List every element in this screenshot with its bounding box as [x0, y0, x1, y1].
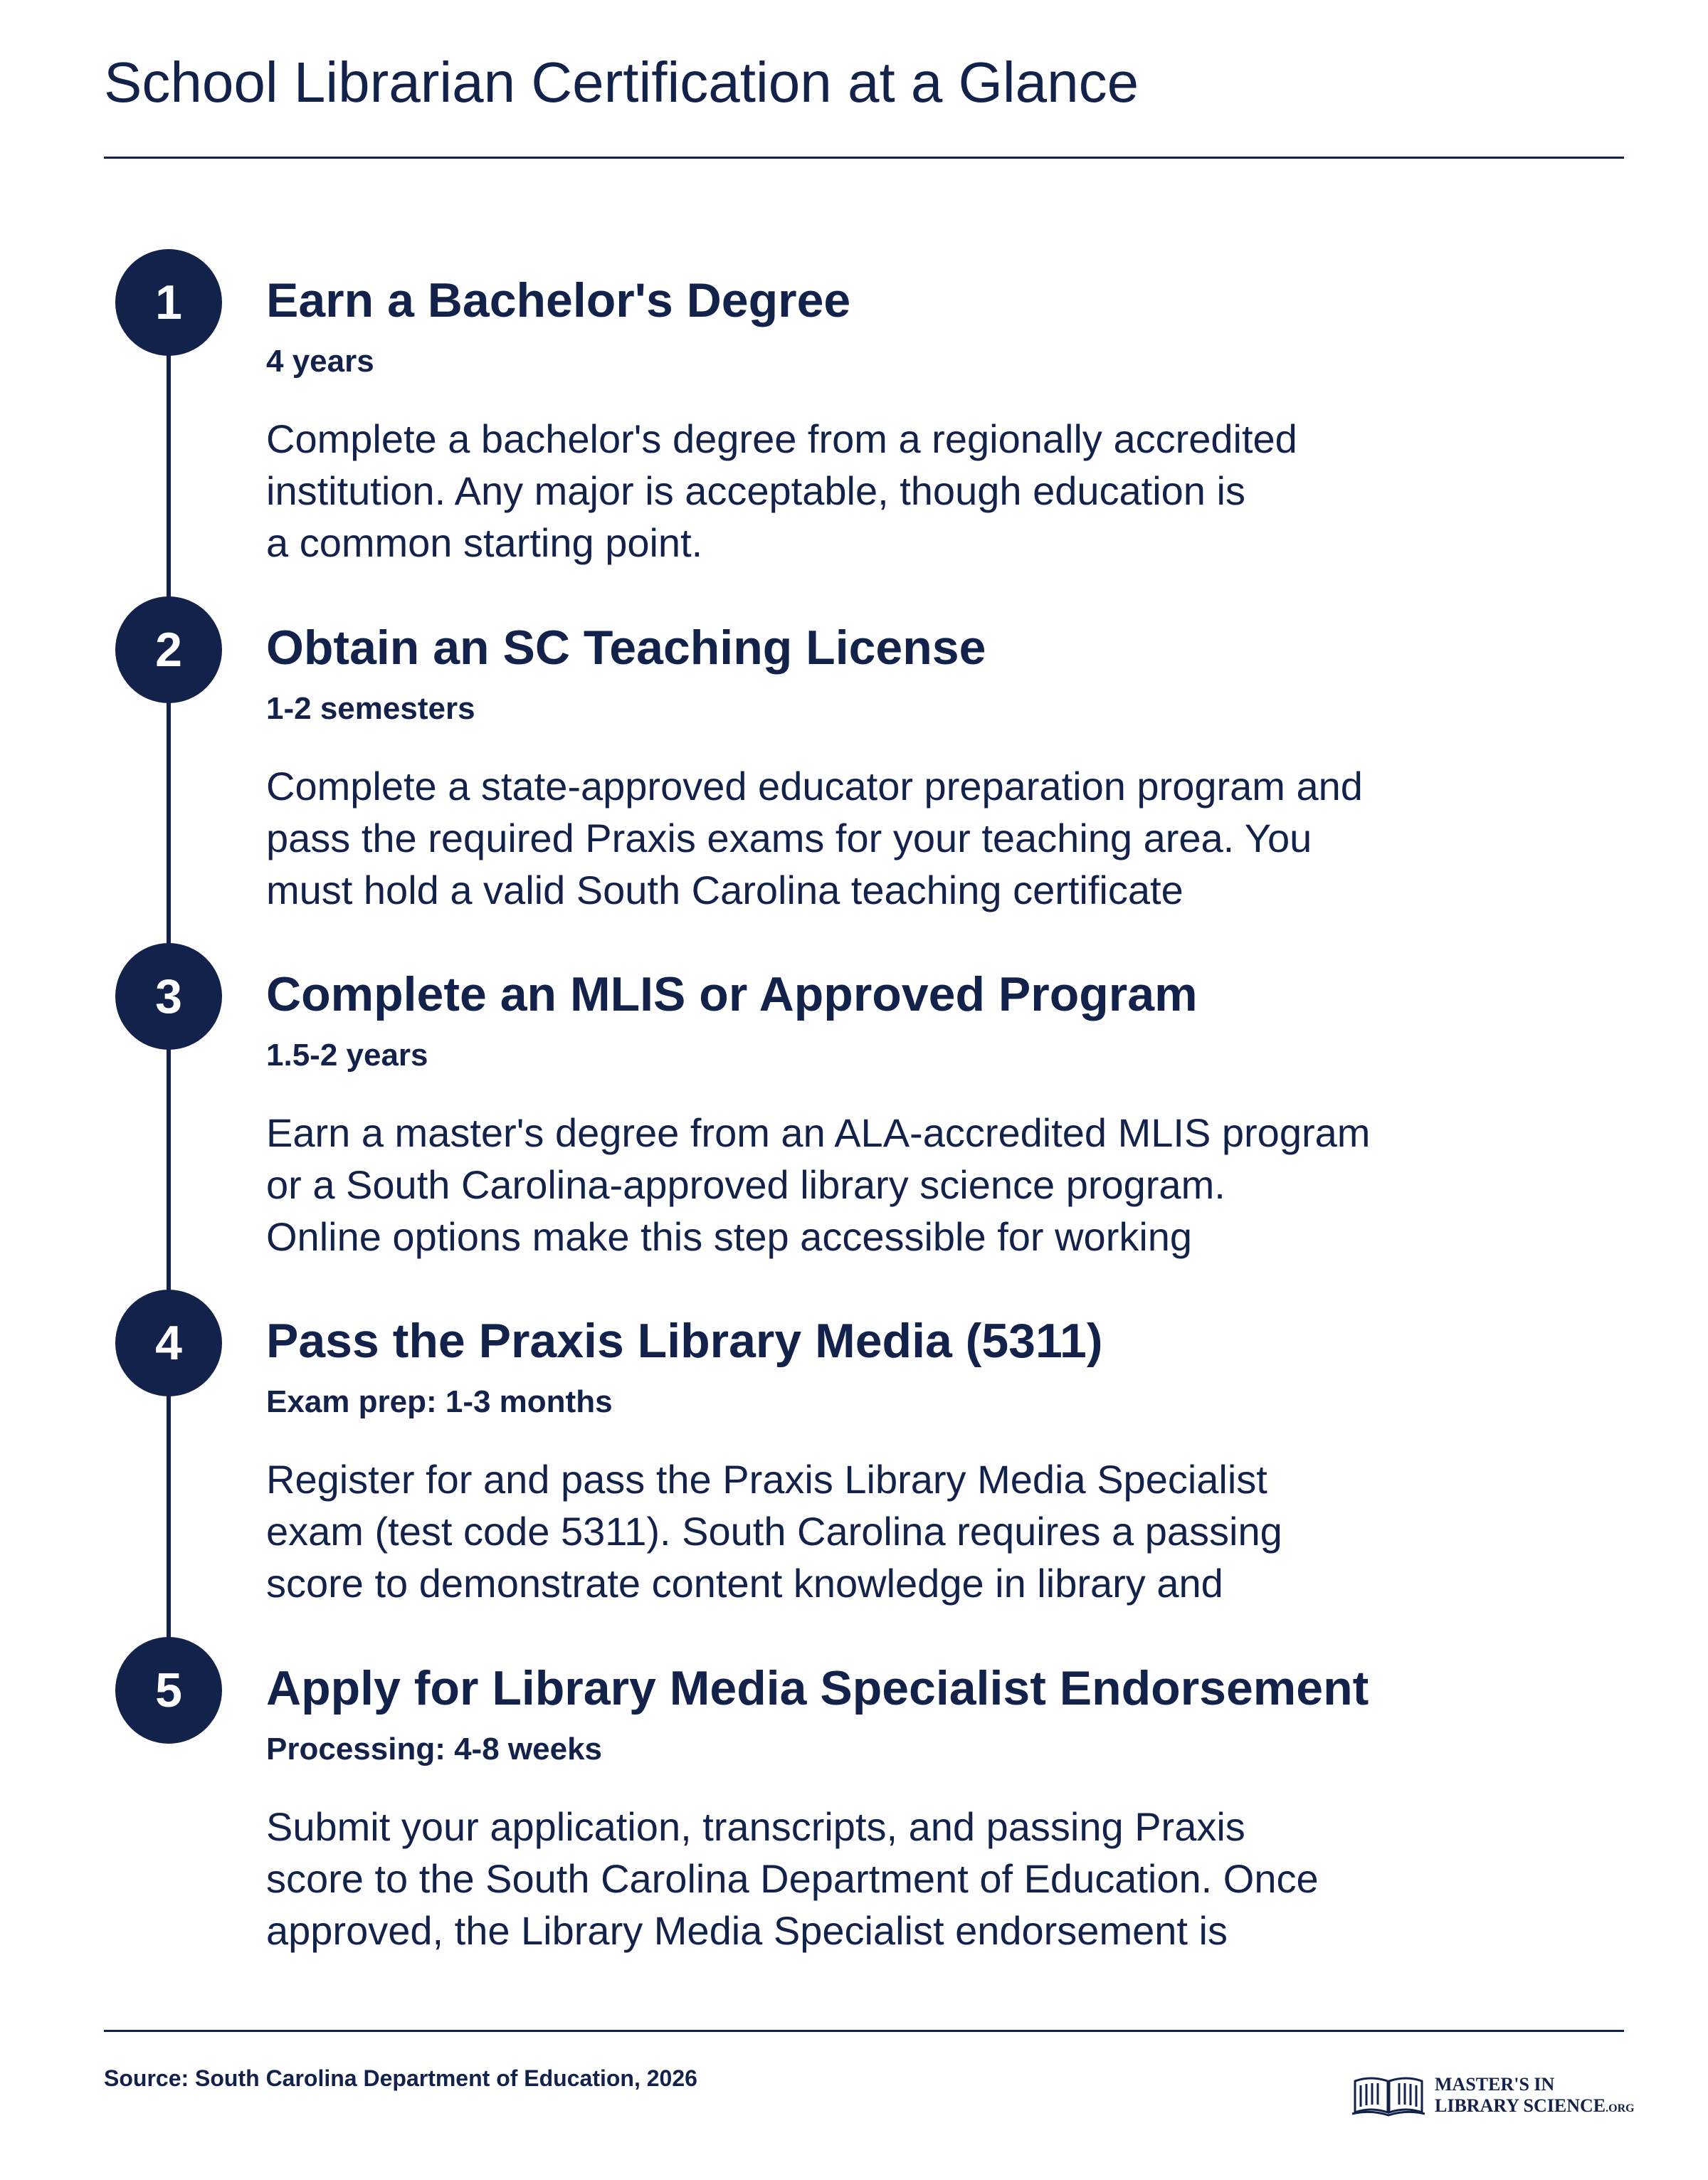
step-number-badge: 4: [115, 1290, 222, 1396]
page-title: School Librarian Certification at a Glance: [104, 51, 1139, 114]
description-line: Complete a state-approved educator preparation program and: [266, 764, 1363, 809]
footer-divider: [104, 2030, 1624, 2032]
open-book-icon: [1349, 2070, 1428, 2120]
source-citation: Source: South Carolina Department of Education, 2026: [104, 2065, 697, 2091]
step-title: Complete an MLIS or Approved Program: [266, 967, 1198, 1021]
description-line: Earn a master's degree from an ALA-accredited MLIS program: [266, 1110, 1371, 1155]
step-description: [266, 413, 1476, 569]
description-line: Complete a bachelor's degree from a regionally accredited: [266, 416, 1297, 461]
step-duration: Exam prep: 1-3 months: [266, 1384, 613, 1419]
description-line: pass the required Praxis exams for your teaching area. You: [266, 816, 1312, 860]
logo-suffix: .ORG: [1606, 2102, 1635, 2115]
description-line: score to the South Carolina Department of Education. Once: [266, 1856, 1319, 1901]
step-duration: Processing: 4-8 weeks: [266, 1732, 603, 1766]
step-number-badge: 1: [115, 249, 222, 356]
description-line: or a South Carolina-approved library science program.: [266, 1162, 1225, 1207]
logo-line-1: MASTER'S IN: [1435, 2074, 1555, 2095]
step-number-badge: 2: [115, 596, 222, 703]
description-line: Submit your application, transcripts, and passing Praxis: [266, 1804, 1245, 1849]
description-line: a common starting point.: [266, 520, 703, 565]
site-logo: [1349, 2070, 1635, 2120]
step-duration: 1.5-2 years: [266, 1038, 428, 1073]
header-divider: [104, 157, 1624, 159]
step-description: [266, 1107, 1476, 1263]
step-duration: 4 years: [266, 344, 374, 379]
step-description: [266, 1453, 1476, 1609]
logo-line-2-main: LIBRARY SCIENCE: [1435, 2095, 1606, 2116]
description-line: score to demonstrate content knowledge in library and: [266, 1561, 1223, 1606]
step-description: [266, 760, 1476, 916]
description-line: exam (test code 5311). South Carolina requires a passing: [266, 1509, 1282, 1554]
step-title: Earn a Bachelor's Degree: [266, 273, 851, 327]
logo-wordmark: [1435, 2074, 1635, 2120]
description-line: must hold a valid South Carolina teaching certificate: [266, 868, 1184, 912]
description-line: Online options make this step accessible for working: [266, 1214, 1193, 1259]
description-line: approved, the Library Media Specialist endorsement is: [266, 1908, 1228, 1953]
step-number-badge: 5: [115, 1637, 222, 1744]
description-line: institution. Any major is acceptable, though education is: [266, 468, 1245, 513]
step-description: [266, 1801, 1476, 1957]
step-title: Pass the Praxis Library Media (5311): [266, 1314, 1103, 1368]
logo-line-2: [1435, 2095, 1635, 2120]
step-duration: 1-2 semesters: [266, 691, 475, 726]
step-title: Apply for Library Media Specialist Endorsement: [266, 1661, 1369, 1715]
step-number-badge: 3: [115, 943, 222, 1050]
step-title: Obtain an SC Teaching License: [266, 621, 986, 675]
description-line: Register for and pass the Praxis Library Media Specialist: [266, 1457, 1267, 1502]
